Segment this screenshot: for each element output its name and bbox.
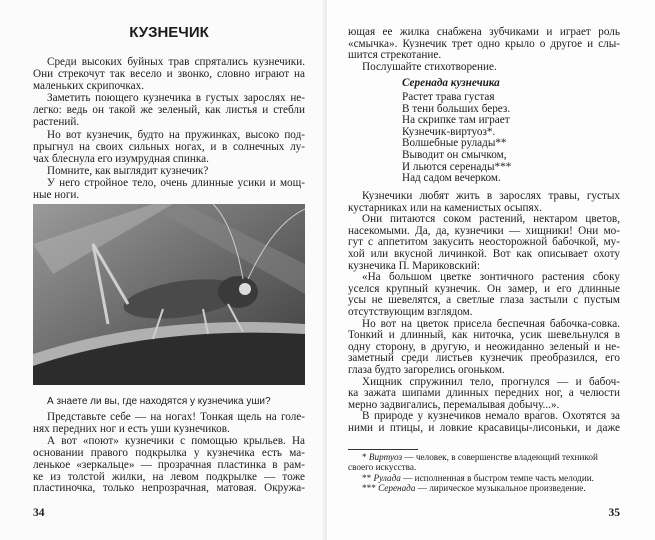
- text-line: Они питаются соком растений, нектаром цветов,: [362, 213, 620, 226]
- left-page: [0, 0, 327, 540]
- paragraph: [33, 412, 305, 436]
- text-line: пластиночка, только непрозрачная, матовая. Окружа-: [33, 482, 305, 495]
- text-line: усы не шевелятся, а светлые глаза застыли с пустым: [348, 294, 620, 307]
- paragraph: [33, 165, 305, 177]
- footnote-term: Виртуоз: [368, 452, 403, 462]
- footnotes: [348, 452, 620, 493]
- footnote: [348, 483, 620, 493]
- page-number: 34: [33, 507, 45, 519]
- text-line: легко: ведь он такой же зеленый, как листья и стебли: [33, 104, 305, 117]
- text-line: А вот «поют» кузнечики с помощью крыльев. На: [47, 434, 305, 447]
- footnote-text: — человек, в совершенстве владеющий техникой своего искусства.: [348, 452, 598, 473]
- text-line: Тонкий и длинный, как ниточка, усик шевельнулся в: [348, 329, 620, 342]
- footnote-mark: **: [362, 472, 372, 483]
- text-line: гут с аппетитом закусить неосторожной бабочкой, му-: [348, 236, 620, 249]
- text-line: Хищник спружинил тело, прогнулся — и бабоч-: [362, 375, 620, 388]
- paragraph: [33, 129, 305, 165]
- text-line: Но вот кузнечик, будто на пружинках, высоко под-: [47, 128, 305, 141]
- text-line: маленьких скрипочках.: [33, 80, 145, 93]
- text-line: У него стройное тело, очень длинные усики и мощ-: [47, 176, 305, 189]
- poem-line: Кузнечик-виртуоз*.: [402, 125, 496, 138]
- footnote-mark: *: [362, 452, 367, 462]
- text-line: шится стрекотание.: [348, 49, 442, 62]
- grasshopper-photo: [33, 204, 305, 385]
- paragraph: [348, 377, 620, 412]
- text-line: «На большом цветке зонтичного растения сбоку: [362, 271, 620, 284]
- text-line: хой или вкусной личинкой. Вот как описывает охоту: [348, 247, 620, 260]
- text-line: растений.: [33, 116, 80, 129]
- page-title: КУЗНЕЧИК: [129, 24, 209, 41]
- poem-title: Серенада кузнечика: [402, 77, 500, 89]
- poem: [402, 78, 511, 185]
- text-line: Помните, как выглядит кузнечик?: [47, 164, 209, 177]
- footnote-divider: [348, 449, 418, 450]
- footnote-text: — исполненная в быстром темпе часть мелодии.: [400, 472, 594, 483]
- text-line: Заметить поющего кузнечика в густых зарослях не-: [47, 92, 305, 105]
- text-block: [33, 56, 305, 201]
- text-line: ними и птицы, и ловкие красавицы-лисоньки, и даже: [348, 421, 620, 434]
- footnote-text: — лирическое музыкальное произведение.: [415, 482, 586, 493]
- paragraph: [348, 272, 620, 318]
- text-line: ные ноги.: [33, 189, 80, 202]
- paragraph: [33, 436, 305, 496]
- text-line: кустарниках или на каменистых осыпях.: [348, 201, 543, 214]
- text-line: нях передних ног и есть уши кузнечиков.: [33, 422, 230, 435]
- paragraph: [33, 177, 305, 201]
- poem-line: На скрипке там играет: [402, 114, 510, 127]
- paragraph: [348, 214, 620, 272]
- text-line: одну сторону, в другую, и неожиданно зеленый и не-: [348, 340, 620, 353]
- poem-line: Волшебные рулады**: [402, 137, 507, 150]
- paragraph: [348, 411, 620, 434]
- text-line: Среди высоких буйных трав спрятались кузнечики.: [47, 56, 305, 68]
- text-block: [33, 412, 305, 495]
- poem-line: В тени больших берез.: [402, 102, 511, 115]
- right-page: [327, 0, 655, 540]
- paragraph: [348, 62, 620, 74]
- footnote-term: Серенада: [378, 482, 416, 493]
- text-line: «смычка». Кузнечик трет одно крыло о другое и слы-: [348, 37, 620, 50]
- paragraph: [348, 319, 620, 377]
- text-line: глаза будто загорелись огоньком.: [348, 363, 505, 376]
- text-line: насекомыми. Да, да, кузнечики — хищники! Они мо-: [348, 224, 620, 237]
- text-line: уселся крупный кузнечик. Он замер, и его длинные: [348, 282, 620, 295]
- paragraph: [33, 92, 305, 128]
- text-line: В природе у кузнечиков немало врагов. Охотятся за: [362, 410, 620, 423]
- text-block: [348, 191, 620, 434]
- text-line: отсутствующим взглядом.: [348, 305, 473, 318]
- photo-caption: А знаете ли вы, где находятся у кузнечика уши?: [47, 396, 271, 407]
- text-block: [348, 27, 620, 74]
- footnote-term: Рулада: [373, 472, 401, 483]
- page-number: 35: [608, 507, 620, 519]
- text-line: Представьте себе — на ногах! Тонкая щель на голе-: [47, 411, 305, 423]
- poem-line: И льются серенады***: [402, 160, 512, 173]
- text-line: прыгнул на своих сильных ногах, и в солнечных лу-: [33, 140, 305, 153]
- text-line: мерно задвигались, перемалывая добычу...».: [348, 398, 560, 411]
- paragraph: [348, 27, 620, 62]
- footnote: [348, 452, 620, 473]
- poem-line: Растет трава густая: [402, 91, 495, 104]
- paragraph: [348, 191, 620, 214]
- text-line: заметный среди листьев кузнечик преобразился, его: [348, 352, 620, 365]
- text-line: ке из толстой жилки, на левом подкрылке — тоже: [33, 470, 305, 483]
- text-line: чах блеснула его изумрудная спинка.: [33, 152, 209, 165]
- text-line: основании правого подкрылка у кузнечика есть ма-: [33, 446, 305, 459]
- text-line: ющая ее жилка снабжена зубчиками и играет роль: [348, 26, 620, 38]
- poem-line: Выводит он смычком,: [402, 149, 507, 162]
- text-line: ленькое «зеркальце» — прозрачная пластинка в рам-: [33, 458, 305, 471]
- poem-line: Над садом вечерком.: [402, 172, 501, 185]
- text-line: кузнечика П. Мариковский:: [348, 259, 480, 272]
- footnote-mark: ***: [362, 482, 376, 493]
- text-line: Они стрекочут так весело и звонко, словно играют на: [33, 68, 305, 81]
- text-line: Послушайте стихотворение.: [362, 61, 497, 74]
- footnote: [348, 473, 620, 483]
- paragraph: [33, 56, 305, 92]
- text-line: Но вот на цветок присела беспечная бабочка-совка.: [362, 317, 620, 330]
- text-line: ка зажата шипами длинных передних ног, а челюсти: [348, 387, 620, 400]
- text-line: Кузнечики любят жить в зарослях травы, густых: [362, 190, 620, 202]
